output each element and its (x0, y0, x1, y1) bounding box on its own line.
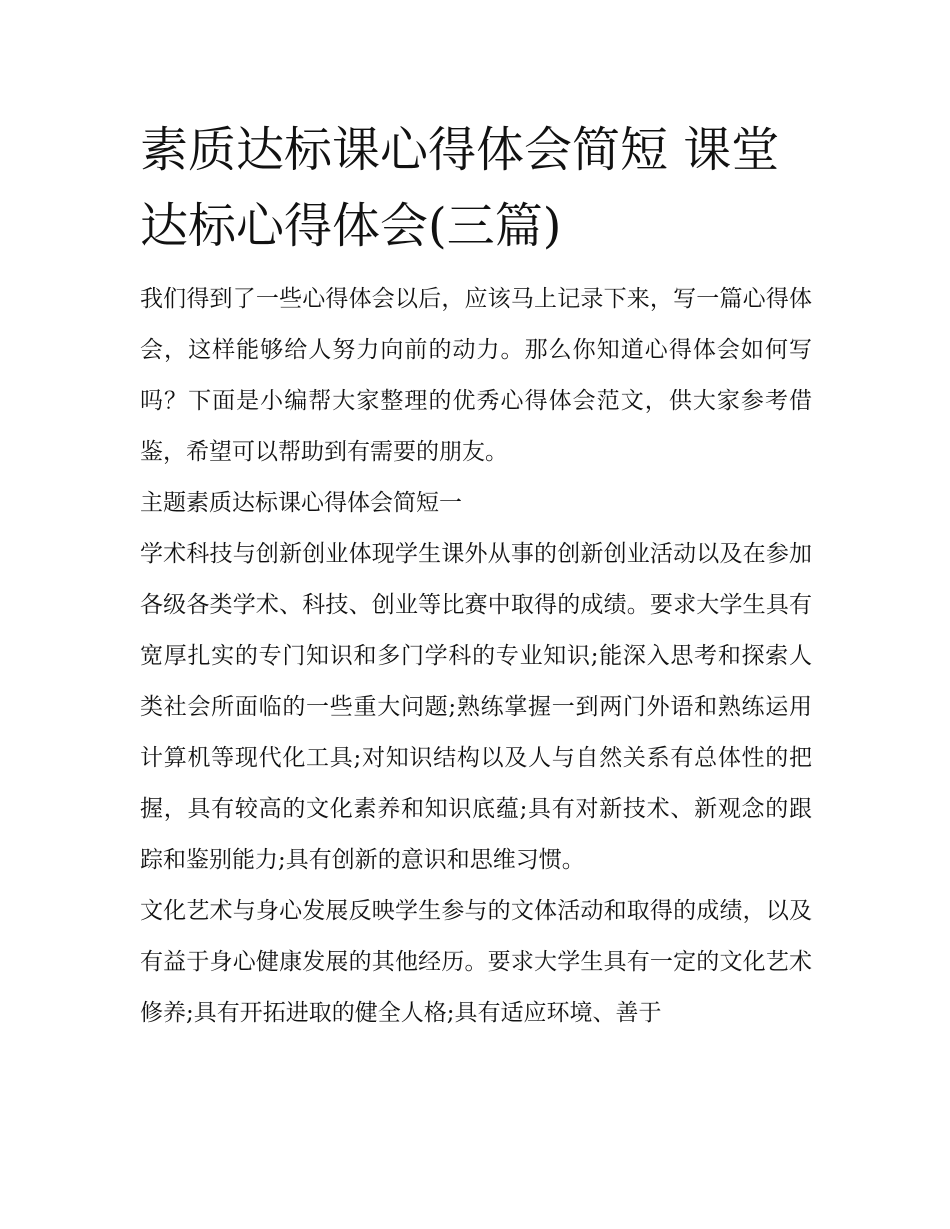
document-title: 素质达标课心得体会简短 课堂达标心得体会(三篇) (140, 122, 780, 254)
body-paragraph: 文化艺术与身心发展反映学生参与的文体活动和取得的成绩，以及有益于身心健康发展的其他经历。要求大学生具有一定的文化艺术修养;具有开拓进取的健全人格;具有适应环境、善于 (140, 898, 812, 1026)
document-page (140, 112, 812, 1039)
section-heading: 主题素质达标课心得体会简短一 (140, 490, 462, 516)
intro-paragraph: 我们得到了一些心得体会以后，应该马上记录下来，写一篇心得体会，这样能够给人努力向前的动力。那么你知道心得体会如何写吗？下面是小编帮大家整理的优秀心得体会范文，供大家参考借鉴，希望可以帮助到有需要的朋友。 (140, 286, 812, 465)
body-paragraph: 学术科技与创新创业体现学生课外从事的创新创业活动以及在参加各级各类学术、科技、创业等比赛中取得的成绩。要求大学生具有宽厚扎实的专门知识和多门学科的专业知识;能深入思考和探索人类社会所面临的一些重大问题;熟练掌握一到两门外语和熟练运用计算机等现代化工具;对知识结构以及人与自然关系有总体性的把握，具有较高的文化素养和知识底蕴;具有对新技术、新观念的跟踪和鉴别能力;具有创新的意识和思维习惯。 (140, 541, 812, 873)
